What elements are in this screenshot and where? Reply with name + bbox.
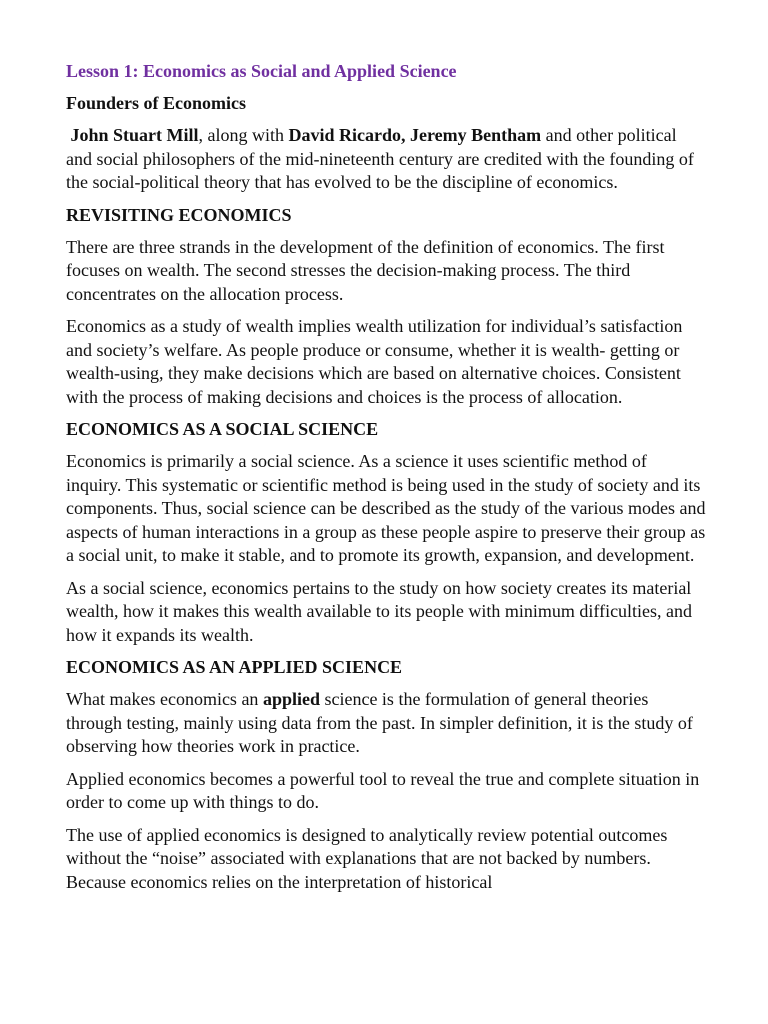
social-science-paragraph-2: As a social science, economics pertains to the study on how society creates its material wealth, how it makes this wealth available to its people with minimum difficulties, and how it expands its wealth. [66,577,693,645]
social-science-paragraph-1: Economics is primarily a social science. As a science it uses scientific method of inquiry. This systematic or scientific method is being used in the study of society and its components. Thus, social science can be described as the study of the various modes and aspects of human interactions in a group as these people aspire to preserve their group as a social unit, to make it stable, and to promote its growth, expansion, and development. [66,451,706,565]
applied-science-paragraph-1: What makes economics an applied science is the formulation of general theories through testing, mainly using data from the past. In simpler definition, it is the study of observing how theories work in practice. [66,689,693,756]
founders-heading: Founders of Economics [66,93,246,113]
revisiting-paragraph-1: There are three strands in the development of the definition of economics. The first focuses on wealth. The second stresses the decision-making process. The third concentrates on the allocation process. [66,236,665,304]
revisiting-paragraph-2: Economics as a study of wealth implies wealth utilization for individual’s satisfaction and society’s welfare. As people produce or consume, whether it is wealth- getting or wealth-using, they make decisions which are based on alternative choices. Consistent with the process of making decisions and choices is the process of allocation. [66,316,683,407]
applied-science-paragraph-2: Applied economics becomes a powerful tool to reveal the true and complete situation in order to come up with things to do. [66,768,700,812]
founder-name-mill: John Stuart Mill [70,125,199,145]
revisiting-heading: REVISITING ECONOMICS [66,204,292,225]
applied-science-heading: ECONOMICS AS AN APPLIED SCIENCE [66,657,403,677]
applied-science-paragraph-3: The use of applied economics is designed to analytically review potential outcomes without the “noise” associated with explanations that are not backed by numbers. Because economics relies on the interpretation of historical [66,824,668,892]
social-science-heading: ECONOMICS AS A SOCIAL SCIENCE [66,419,379,439]
lesson-title: Lesson 1: Economics as Social and Applied Science [66,61,457,81]
founders-paragraph: John Stuart Mill, along with David Ricardo, Jeremy Bentham and other political and social philosophers of the mid-nineteenth century are credited with the founding of the social-political theory that has evolved to be the discipline of economics. [66,125,694,192]
founder-names-ricardo-bentham: David Ricardo, Jeremy Bentham [288,125,542,145]
applied-bold-word: applied [262,689,320,709]
